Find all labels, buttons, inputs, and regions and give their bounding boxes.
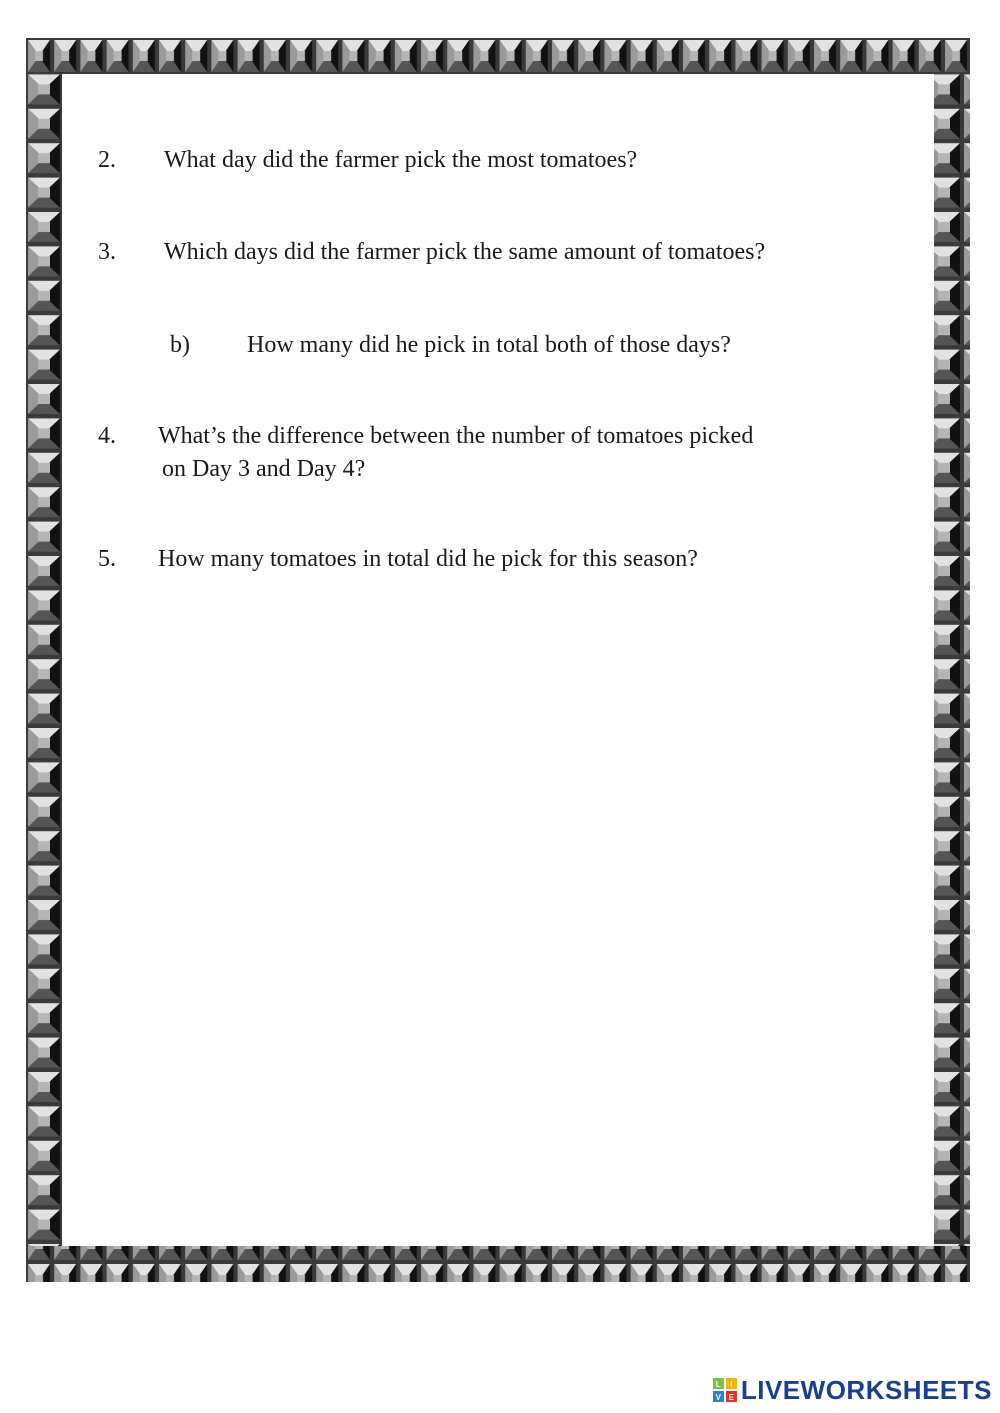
question-text-line2: on Day 3 and Day 4?	[162, 456, 366, 482]
question-number: 4.	[98, 423, 116, 449]
question-text: What’s the difference between the number of tomatoes picked	[158, 423, 754, 449]
question-text: How many did he pick in total both of those days?	[247, 332, 731, 358]
question-text: Which days did the farmer pick the same amount of tomatoes?	[164, 239, 766, 265]
question-number: 2.	[98, 147, 116, 173]
svg-text:E: E	[728, 1393, 735, 1402]
question-number: b)	[170, 332, 190, 358]
decorative-border	[26, 38, 970, 1282]
svg-text:L: L	[715, 1380, 722, 1389]
liveworksheets-logo-icon	[713, 1378, 737, 1402]
liveworksheets-footer	[713, 1375, 992, 1405]
question-number: 5.	[98, 546, 116, 572]
svg-text:I: I	[729, 1380, 733, 1389]
question-text: What day did the farmer pick the most tomatoes?	[164, 147, 638, 173]
brand-name: LIVEWORKSHEETS	[740, 1374, 992, 1405]
question-text: How many tomatoes in total did he pick for this season?	[158, 546, 698, 572]
svg-text:V: V	[715, 1393, 722, 1402]
question-number: 3.	[98, 239, 116, 265]
